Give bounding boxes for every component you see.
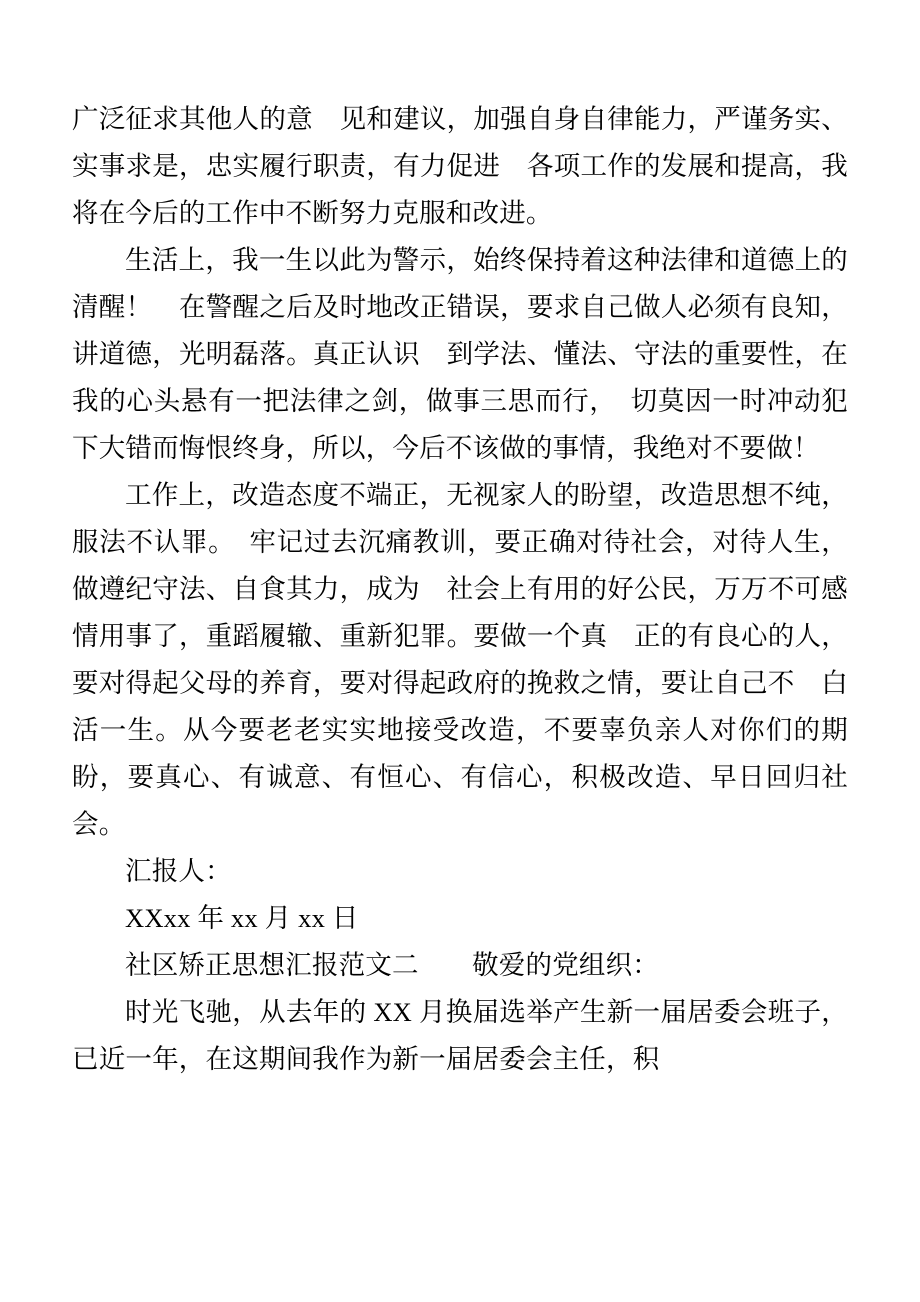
paragraph: 时光飞驰，从去年的 XX 月换届选举产生新一届居委会班子，已近一年，在这期间我作为新一届居委会主任，积 [72, 997, 848, 1074]
paragraph-signature-label: 汇报人： [125, 856, 232, 886]
paragraph: 广泛征求其他人的意 见和建议，加强自身自律能力，严谨务实、实事求是，忠实履行职责，有力促进 各项工作的发展和提高，我将在今后的工作中不断努力克服和改进。 [72, 104, 848, 228]
paragraph: 生活上，我一生以此为警示，始终保持着这种法律和道德上的清醒！ 在警醒之后及时地改正错误，要求自己做人必须有良知，讲道德，光明磊落。真正认识 到学法、懂法、守法的重要性，在我的心头悬有一把法律之剑，做事三思而行， 切莫因一时冲动犯下大错而悔恨终身，所以，今后不该做的事情，我绝对不要做！ [72, 245, 848, 463]
paragraph-section-heading: 社区矫正思想汇报范文二 敬爱的党组织： [125, 950, 659, 980]
document-body [72, 96, 848, 1083]
paragraph-date: XXxx 年 xx 月 xx 日 [125, 903, 359, 933]
paragraph: 工作上，改造态度不端正，无视家人的盼望，改造思想不纯，服法不认罪。 牢记过去沉痛教训，要正确对待社会，对待人生，做遵纪守法、自食其力，成为 社会上有用的好公民，万万不可感情用事了，重蹈履辙、重新犯罪。要做一个真 正的有良心的人，要对得起父母的养育，要对得起政府的挽救之情，要让自己不 白活一生。从今要老老实实地接受改造，不要辜负亲人对你们的期盼，要真心、有诚意、有恒心、有信心，积极改造、早日回归社会。 [72, 480, 848, 839]
